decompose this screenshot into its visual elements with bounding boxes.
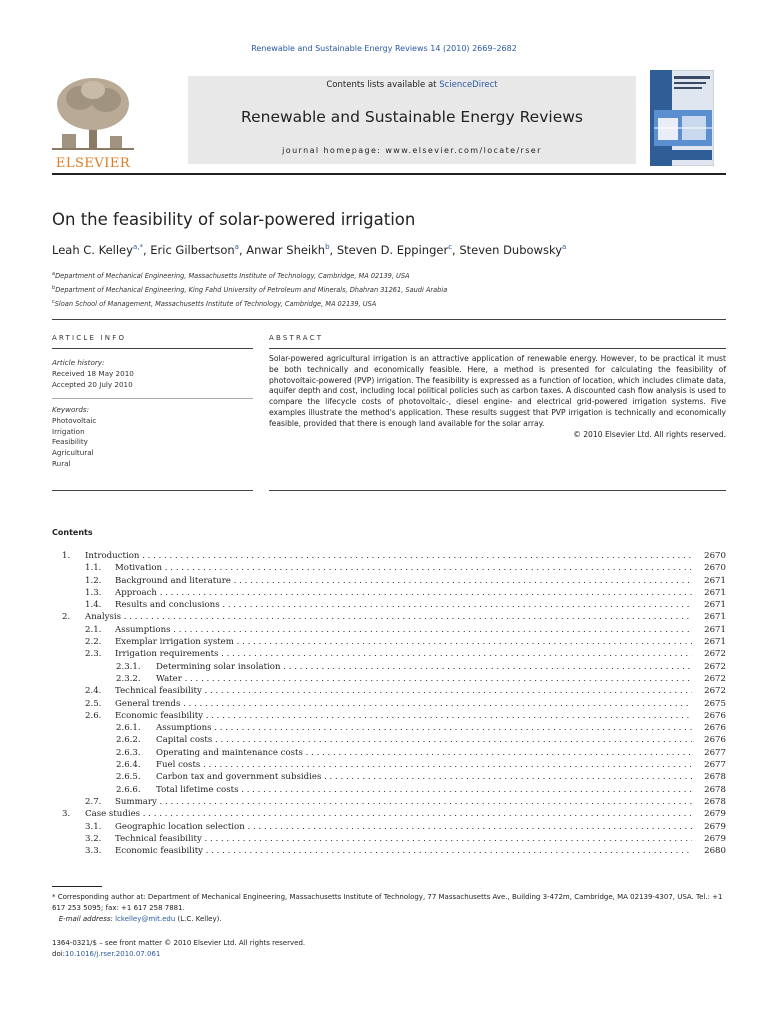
toc-entry-number: 2.3.2.	[116, 673, 141, 684]
toc-entry[interactable]	[52, 710, 726, 722]
journal-reference[interactable]: Renewable and Sustainable Energy Reviews 14 (2010) 2669–2682	[251, 44, 517, 53]
author-affiliation-mark[interactable]: c	[448, 243, 453, 251]
affiliation-line	[52, 282, 447, 296]
toc-entry-number: 1.3.	[85, 587, 102, 598]
elsevier-tree-icon	[52, 76, 134, 154]
abstract-heading: ABSTRACT	[269, 334, 324, 342]
toc-entry[interactable]	[52, 611, 726, 623]
toc-entry[interactable]	[52, 648, 726, 660]
toc-entry[interactable]	[52, 698, 726, 710]
doi-line	[52, 949, 305, 960]
toc-entry[interactable]	[52, 550, 726, 562]
toc-entry-title[interactable]: Irrigation requirements . . .	[115, 648, 692, 660]
affiliation-line	[52, 296, 447, 310]
toc-entry[interactable]	[52, 685, 726, 697]
toc-entry-number: 2.6.4.	[116, 760, 141, 771]
toc-entry[interactable]	[52, 747, 726, 759]
contents-available-line	[188, 80, 636, 90]
toc-entry-title[interactable]: Assumptions . . .	[156, 722, 692, 734]
keyword: Irrigation	[52, 426, 85, 436]
toc-entry-page[interactable]: 2679	[704, 833, 726, 844]
toc-entry-number: 1.1.	[85, 563, 102, 574]
email-suffix: (L.C. Kelley).	[175, 915, 222, 923]
toc-entry-number: 2.	[62, 612, 71, 623]
toc-entry-title[interactable]: Water . . .	[156, 673, 692, 685]
toc-entry-title[interactable]: Approach . . .	[115, 587, 692, 599]
journal-title: Renewable and Sustainable Energy Reviews	[241, 108, 583, 126]
toc-entry[interactable]	[52, 575, 726, 587]
toc-entry[interactable]	[52, 599, 726, 611]
toc-entry-number: 2.6.5.	[116, 772, 141, 783]
toc-entry[interactable]	[52, 722, 726, 734]
toc-entry[interactable]	[52, 796, 726, 808]
toc-entry-number: 2.5.	[85, 698, 102, 709]
toc-entry-page[interactable]: 2671	[704, 612, 726, 623]
affiliation-mark: a	[52, 271, 56, 277]
toc-entry-page[interactable]: 2671	[704, 637, 726, 648]
toc-entry-page[interactable]: 2671	[704, 624, 726, 635]
toc-entry-title[interactable]: Background and literature . . .	[115, 575, 692, 587]
contents-heading: Contents	[52, 528, 93, 537]
table-of-contents	[52, 550, 726, 857]
toc-entry-number: 3.1.	[85, 821, 102, 832]
toc-entry[interactable]	[52, 808, 726, 820]
author-affiliation-mark[interactable]: a,*	[132, 243, 143, 251]
article-info-heading: ARTICLE INFO	[52, 334, 127, 342]
author-separator: ,	[142, 243, 151, 257]
toc-entry[interactable]	[52, 562, 726, 574]
toc-entry-title[interactable]: Summary . . .	[115, 796, 692, 808]
toc-entry-page[interactable]: 2676	[704, 723, 726, 734]
article-info-rule	[52, 348, 253, 349]
toc-entry-page[interactable]: 2670	[704, 563, 726, 574]
corresponding-author-footnote	[52, 892, 726, 925]
abstract-copyright: © 2010 Elsevier Ltd. All rights reserved.	[573, 429, 726, 439]
keywords-block	[52, 405, 96, 470]
abstract-body	[269, 354, 726, 440]
keyword: Agricultural	[52, 448, 94, 458]
toc-entry-title[interactable]: Results and conclusions . . .	[115, 599, 692, 611]
toc-entry-title[interactable]: Capital costs . . .	[156, 734, 692, 746]
toc-entry-number: 2.3.1.	[116, 661, 141, 672]
toc-entry-page[interactable]: 2677	[704, 760, 726, 771]
toc-entry-page[interactable]: 2676	[704, 735, 726, 746]
toc-entry-title[interactable]: Analysis . . .	[85, 611, 692, 623]
toc-entry-title[interactable]: Technical feasibility . . .	[115, 685, 692, 697]
toc-entry-title[interactable]: Carbon tax and government subsidies . . .	[156, 771, 692, 783]
toc-entry-number: 2.3.	[85, 649, 102, 660]
author-name[interactable]: Anwar Sheikh	[246, 243, 326, 257]
author-separator: ,	[329, 243, 337, 257]
paper-title: On the feasibility of solar-powered irrigation	[52, 210, 416, 229]
author-name[interactable]: Steven Dubowsky	[459, 243, 563, 257]
toc-entry-page[interactable]: 2671	[704, 587, 726, 598]
toc-entry-page[interactable]: 2675	[704, 698, 726, 709]
toc-entry-page[interactable]: 2672	[704, 649, 726, 660]
author-separator: ,	[238, 243, 247, 257]
affiliation-text: Sloan School of Management, Massachusetts Institute of Technology, Cambridge, MA 02139, USA	[54, 300, 377, 308]
toc-entry-page[interactable]: 2679	[704, 809, 726, 820]
toc-entry[interactable]	[52, 636, 726, 648]
footnote-email-line	[52, 914, 726, 925]
toc-entry-number: 2.7.	[85, 796, 102, 807]
contents-prefix: Contents lists available at	[326, 80, 440, 90]
toc-entry-page[interactable]: 2678	[704, 796, 726, 807]
toc-entry-page[interactable]: 2676	[704, 710, 726, 721]
journal-cover-icon	[650, 70, 714, 166]
received-date: Received 18 May 2010	[52, 368, 134, 378]
issn-line: 1364-0321/$ – see front matter © 2010 Elsevier Ltd. All rights reserved.	[52, 939, 306, 947]
email-label: E-mail address:	[58, 915, 113, 923]
author-affiliation-mark[interactable]: b	[325, 243, 330, 251]
toc-entry-page[interactable]: 2671	[704, 600, 726, 611]
toc-entry-page[interactable]: 2671	[704, 575, 726, 586]
toc-entry-page[interactable]: 2680	[704, 846, 726, 857]
toc-entry-number: 3.3.	[85, 846, 102, 857]
toc-entry-number: 2.2.	[85, 637, 102, 648]
abstract-rule	[269, 348, 726, 349]
toc-entry-number: 2.6.6.	[116, 784, 141, 795]
toc-entry-page[interactable]: 2677	[704, 747, 726, 758]
accepted-date: Accepted 20 July 2010	[52, 379, 133, 389]
toc-entry[interactable]	[52, 759, 726, 771]
journal-masthead	[52, 70, 726, 170]
toc-entry-number: 2.6.	[85, 710, 102, 721]
article-info-bottom-rule	[52, 490, 253, 491]
toc-entry[interactable]	[52, 771, 726, 783]
toc-entry-title[interactable]: General trends . . .	[115, 698, 692, 710]
toc-entry-title[interactable]: Introduction . . .	[85, 550, 692, 562]
toc-entry[interactable]	[52, 734, 726, 746]
toc-entry-number: 2.1.	[85, 624, 102, 635]
toc-entry-title[interactable]: Determining solar insolation . . .	[156, 661, 692, 673]
keywords-label: Keywords:	[52, 405, 90, 414]
affiliation-mark: c	[52, 299, 55, 305]
author-list	[52, 243, 566, 257]
author-name[interactable]: Leah C. Kelley	[52, 243, 133, 257]
toc-entry-number: 3.2.	[85, 833, 102, 844]
toc-entry-title[interactable]: Economic feasibility . . .	[115, 710, 692, 722]
journal-cover-thumbnail	[650, 70, 714, 166]
toc-entry-title[interactable]: Technical feasibility . . .	[115, 833, 692, 845]
toc-entry-title[interactable]: Total lifetime costs . . .	[156, 784, 692, 796]
author-name[interactable]: Eric Gilbertson	[150, 243, 235, 257]
journal-homepage[interactable]: journal homepage: www.elsevier.com/locate/rser	[282, 146, 542, 155]
toc-entry[interactable]	[52, 624, 726, 636]
toc-entry-number: 2.6.1.	[116, 723, 141, 734]
abstract-text: Solar-powered agricultural irrigation is an attractive application of renewable energy. However, to be practical it must be both technically and economically feasible. Here, a method is presented for calculating the feasibility of photovoltaic-powered (PVP) irrigation. The feasibility is expressed as a function of location, which includes climate data, aquifer depth and cost, including local political policies such as carbon taxes. A discounted cash flow analysis is used to compare the lifecycle costs of photovoltaic-, diesel engine- and electrical grid-powered irrigation systems. Five examples illustrate the method's application. These results suggest that PVP irrigation is technically and economically feasible, provided that there is enough land available for the solar array.	[269, 354, 726, 428]
toc-entry-page[interactable]: 2672	[704, 686, 726, 697]
affiliations	[52, 268, 447, 310]
toc-entry[interactable]	[52, 587, 726, 599]
toc-entry[interactable]	[52, 784, 726, 796]
toc-entry-page[interactable]: 2672	[704, 661, 726, 672]
affiliation-text: Department of Mechanical Engineering, King Fahd University of Petroleum and Minerals, Dhahran 31261, Saudi Arabia	[55, 286, 448, 294]
toc-entry-title[interactable]: Motivation . . .	[115, 562, 692, 574]
toc-entry-number: 1.	[62, 551, 71, 561]
toc-entry-title[interactable]: Case studies . . .	[85, 808, 692, 820]
affiliation-line	[52, 268, 447, 282]
toc-entry-number: 2.4.	[85, 686, 102, 697]
header-divider	[52, 319, 726, 320]
toc-entry[interactable]	[52, 821, 726, 833]
author-name[interactable]: Steven D. Eppinger	[336, 243, 449, 257]
author-separator: ,	[452, 243, 460, 257]
toc-entry-number: 1.4.	[85, 600, 102, 611]
toc-entry-number: 1.2.	[85, 575, 102, 586]
affiliation-text: Department of Mechanical Engineering, Massachusetts Institute of Technology, Cambridge, MA 02139, USA	[55, 272, 410, 280]
toc-entry-page[interactable]: 2678	[704, 784, 726, 795]
history-label: Article history:	[52, 358, 105, 367]
author-affiliation-mark[interactable]: a	[562, 243, 567, 251]
toc-entry-title[interactable]: Economic feasibility . . .	[115, 845, 692, 857]
toc-entry-title[interactable]: Assumptions . . .	[115, 624, 692, 636]
toc-entry-page[interactable]: 2679	[704, 821, 726, 832]
toc-entry[interactable]	[52, 845, 726, 857]
toc-entry[interactable]	[52, 833, 726, 845]
sciencedirect-link[interactable]: ScienceDirect	[439, 80, 498, 90]
toc-entry-page[interactable]: 2672	[704, 673, 726, 684]
toc-entry[interactable]	[52, 661, 726, 673]
info-divider	[52, 398, 253, 399]
doi-link[interactable]: 10.1016/j.rser.2010.07.061	[65, 950, 161, 958]
toc-entry-number: 2.6.3.	[116, 747, 141, 758]
journal-info-panel	[188, 76, 636, 164]
author-affiliation-mark[interactable]: a	[234, 243, 239, 251]
article-history	[52, 358, 134, 390]
toc-entry-title[interactable]: Geographic location selection . . .	[115, 821, 692, 833]
elsevier-logo	[52, 76, 134, 171]
toc-entry-title[interactable]: Exemplar irrigation system . . .	[115, 636, 692, 648]
front-matter	[52, 938, 305, 960]
toc-entry-title[interactable]: Fuel costs . . .	[156, 759, 692, 771]
affiliation-mark: b	[52, 285, 56, 291]
footnote-rule	[52, 886, 102, 887]
footnote-text: * Corresponding author at: Department of Mechanical Engineering, Massachusetts Institute of Technology, 77 Massachusetts Ave., Building 3-472m, Cambridge, MA 02139-4307, USA. Tel.: +1 617 253 5095; fax: +1 617 258 7881.	[52, 893, 723, 912]
toc-entry[interactable]	[52, 673, 726, 685]
keyword: Feasibility	[52, 437, 88, 447]
doi-prefix: doi:	[52, 950, 66, 958]
elsevier-wordmark: ELSEVIER	[55, 156, 131, 171]
abstract-bottom-rule	[269, 490, 726, 491]
toc-entry-number: 2.6.2.	[116, 735, 141, 746]
toc-entry-title[interactable]: Operating and maintenance costs . . .	[156, 747, 692, 759]
masthead-rule	[52, 173, 726, 175]
toc-entry-number: 3.	[62, 809, 71, 820]
email-link[interactable]: lckelley@mit.edu	[115, 915, 176, 923]
toc-entry-page[interactable]: 2670	[704, 551, 726, 561]
keyword: Photovoltaic	[52, 415, 97, 425]
keyword: Rural	[52, 458, 71, 468]
toc-entry-page[interactable]: 2678	[704, 772, 726, 783]
